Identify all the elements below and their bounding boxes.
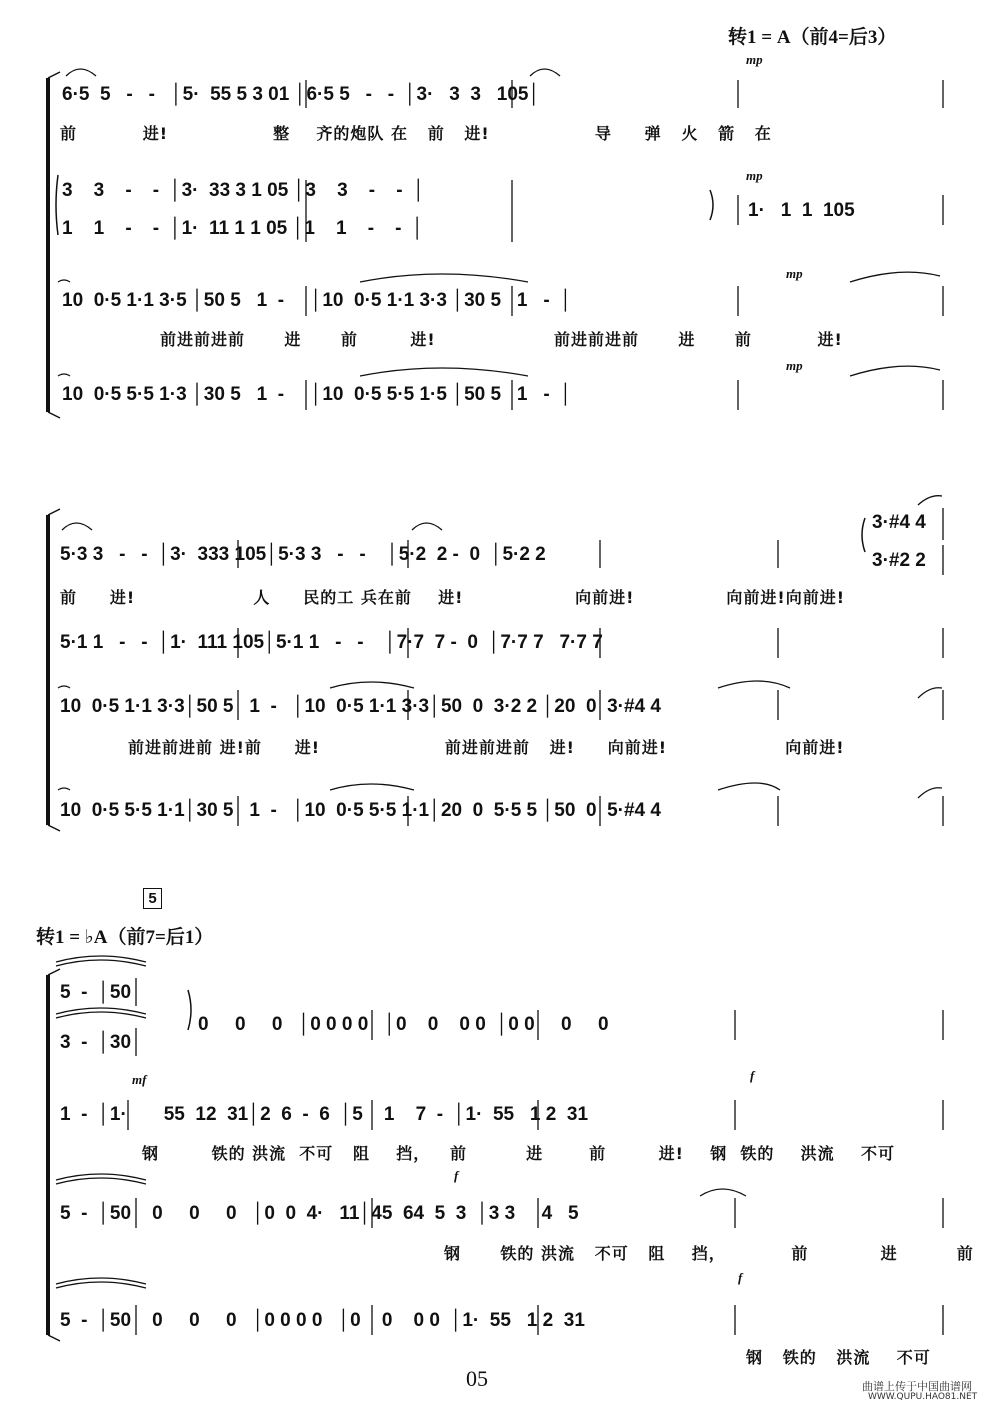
- system2-soprano-notes: 5·3 3 - - │3· 333 105│5·3 3 - - │5·2 2 - 0 │5·2 2: [60, 544, 546, 565]
- system3-soprano-lower: 3 - │30: [60, 1032, 132, 1053]
- system2-soprano-lyrics: 前 进! 人 民的工 兵在前 进! 向前进! 向前进!向前进!: [60, 588, 845, 607]
- dynamic-f-2: f: [454, 1168, 459, 1183]
- system2-soprano-chord-bottom: 3·#2 2: [872, 550, 926, 571]
- system1-tenor-lyrics: 前进前进前 进 前 进! 前进前进前 进 前 进!: [160, 330, 843, 349]
- dynamic-f-3: f: [738, 1270, 743, 1285]
- system3-tenor-notes: 5 - │50 0 0 0 │0 0 4· 11│45 64 5 3 │3 3 4 5: [60, 1203, 579, 1224]
- system1-alto-upper-notes: 3 3 - - │3· 33 3 1 05 │3 3 - - │: [62, 180, 425, 201]
- system2-tenor-lyrics: 前进前进前 进!前 进! 前进前进前 进! 向前进! 向前进!: [128, 738, 845, 757]
- dynamic-mp-1: mp: [746, 52, 763, 67]
- page-number: 05: [466, 1366, 488, 1391]
- dynamic-mp-3: mp: [786, 266, 803, 281]
- system3-alto-lyrics: 钢 铁的 洪流 不可 阻 挡， 前 进 前 进! 钢 铁的 洪流 不可: [142, 1144, 895, 1163]
- system2-alto-notes: 5·1 1 - - │1· 111 105│5·1 1 - - │7·7 7 - 0 │7·7 7 7·7 7: [60, 632, 603, 653]
- watermark-line1: 曲谱上传于中国曲谱网: [862, 1380, 972, 1393]
- key-change-bottom: 转1 = ♭A（前7=后1）: [36, 927, 214, 948]
- system2-bass-notes: 10 0·5 5·5 1·1│30 5 1 - │10 0·5 5·5 1·1│20 0 5·5 5 │50 0 5·#4 4: [60, 800, 661, 821]
- system1-alto-last-bar: 1· 1 1 105: [748, 200, 855, 221]
- dynamic-mf: mf: [132, 1072, 147, 1087]
- key-change-top: 转1 = A（前4=后3）: [728, 27, 897, 48]
- system1-alto-lower-notes: 1 1 - - │1· 11 1 1 05 │1 1 - - │: [62, 218, 424, 239]
- dynamic-mp-4: mp: [786, 358, 803, 373]
- system1-soprano-lyrics: 前 进! 整 齐的炮队 在 前 进! 导 弹 火 箭 在: [60, 124, 772, 143]
- system3-soprano-rests: 0 0 0 │0 0 0 0 │0 0 0 0 │0 0 0 0: [198, 1014, 609, 1035]
- system3-tenor-lyrics: 钢 铁的 洪流 不可 阻 挡， 前 进 前: [444, 1244, 974, 1263]
- rehearsal-mark: 5: [143, 888, 162, 909]
- system1-bass-notes: 10 0·5 5·5 1·3 │30 5 1 - │10 0·5 5·5 1·5 │50 5 1 - │: [62, 384, 573, 405]
- system2-soprano-chord-top: 3·#4 4: [872, 512, 926, 533]
- watermark-line2: WWW.QUPU.HAO81.NET: [868, 1392, 978, 1402]
- system3-soprano-upper: 5 - │50: [60, 982, 132, 1003]
- system1-soprano-notes: 6·5 5 - - │5· 55 5 3 01 │6·5 5 - - │3· 3 3 105│: [62, 84, 541, 105]
- system2-tenor-notes: 10 0·5 1·1 3·3│50 5 1 - │10 0·5 1·1 3·3│50 0 3·2 2 │20 0 3·#4 4: [60, 696, 661, 717]
- system3-alto-notes: 1 - │1· 55 12 31│2 6 - 6 │5 1 7 - │1· 55 1 2 31: [60, 1104, 589, 1125]
- system1-tenor-notes: 10 0·5 1·1 3·5 │50 5 1 - │10 0·5 1·1 3·3 │30 5 1 - │: [62, 290, 573, 311]
- system3-bass-notes: 5 - │50 0 0 0 │0 0 0 0 │0 0 0 0 │1· 55 1 2 31: [60, 1310, 585, 1331]
- system3-bass-lyrics: 钢 铁的 洪流 不可: [746, 1348, 931, 1367]
- dynamic-mp-2: mp: [746, 168, 763, 183]
- dynamic-f-1: f: [750, 1068, 755, 1083]
